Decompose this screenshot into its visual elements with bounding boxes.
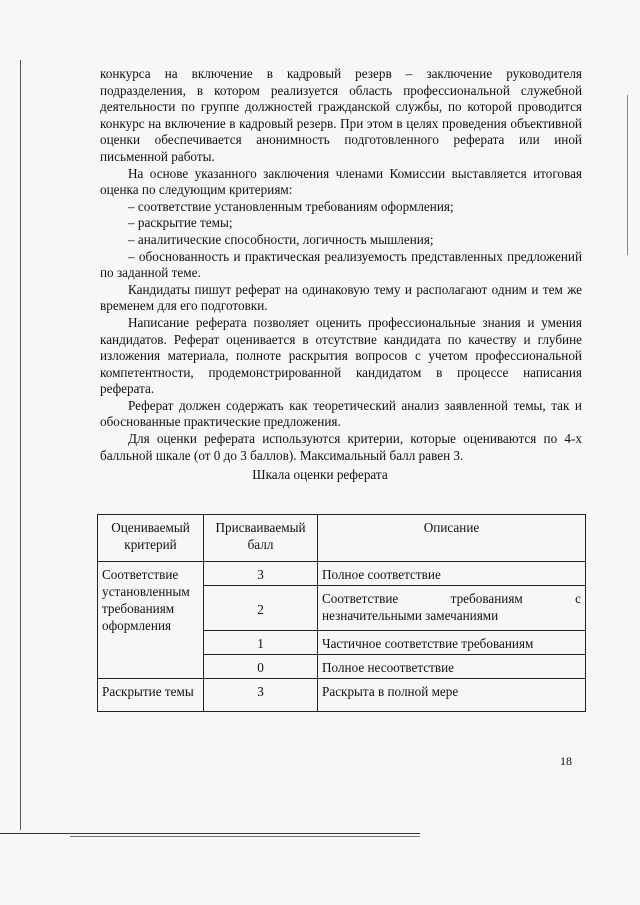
scan-edge-right — [627, 95, 628, 255]
description-cell: Полное несоответствие — [318, 655, 586, 679]
header-criterion: Оцениваемый критерий — [98, 515, 204, 562]
score-cell: 2 — [204, 586, 318, 631]
table-row — [98, 679, 586, 712]
score-cell: 3 — [204, 679, 318, 712]
score-cell: 3 — [204, 562, 318, 586]
paragraph: конкурса на включение в кадровый резерв – заключение руководителя подразделения, в котором реализуется область профессиональной служебной деятельности по группе должностей гражданской службы, по которой проводится конкурс на включение в кадровый резерв. При этом в целях проведения объективной оценки обеспечивается анонимность подготовленного реферата или иной письменной работы. — [100, 66, 582, 164]
scan-edge-bottom — [0, 833, 420, 834]
header-description: Описание — [318, 515, 586, 562]
description-cell: Частичное соответствие требованиям — [318, 631, 586, 655]
scan-edge-bottom-2 — [70, 836, 420, 837]
score-cell: 1 — [204, 631, 318, 655]
paragraph: Кандидаты пишут реферат на одинаковую тему и располагают одним и тем же временем для его подготовки. — [100, 281, 582, 314]
list-item: – аналитические способности, логичность мышления; — [128, 231, 434, 247]
page-number: 18 — [560, 754, 572, 768]
body-text — [100, 66, 582, 464]
paragraph: На основе указанного заключения членами Комиссии выставляется итоговая оценка по следующим критериям: — [100, 165, 582, 198]
table-row — [98, 562, 586, 586]
paragraph: Реферат должен содержать как теоретический анализ заявленной темы, так и обоснованные практические предложения. — [100, 397, 582, 430]
list-item: – обоснованность и практическая реализуемость представленных предложений по заданной теме. — [100, 248, 582, 281]
criterion-cell: Соответствие установленным требованиям оформления — [98, 562, 204, 679]
paragraph: Написание реферата позволяет оценить профессиональные знания и умения кандидатов. Реферат оценивается в отсутствие кандидата по качеству и глубине изложения материала, полноте раскрытия вопросов с учетом профессиональной компетентности, продемонстрированной кандидатом в процессе написания реферата. — [100, 314, 582, 397]
description-cell: Раскрыта в полной мере — [318, 679, 586, 712]
description-cell: Полное соответствие — [318, 562, 586, 586]
header-score: Присваиваемый балл — [204, 515, 318, 562]
list-item: – соответствие установленным требованиям оформления; — [128, 198, 454, 214]
list-item: – раскрытие темы; — [128, 215, 233, 231]
description-cell: Соответствие требованиям с незначительными замечаниями — [318, 586, 586, 631]
table-header-row — [98, 515, 586, 562]
score-cell: 0 — [204, 655, 318, 679]
table-caption: Шкала оценки реферата — [252, 467, 388, 482]
paragraph: Для оценки реферата используются критерии, которые оцениваются по 4-х балльной шкале (от 0 до 3 баллов). Максимальный балл равен 3. — [100, 431, 582, 463]
scoring-table — [97, 514, 586, 712]
scan-edge-left — [20, 60, 21, 830]
criterion-cell: Раскрытие темы — [98, 679, 204, 712]
